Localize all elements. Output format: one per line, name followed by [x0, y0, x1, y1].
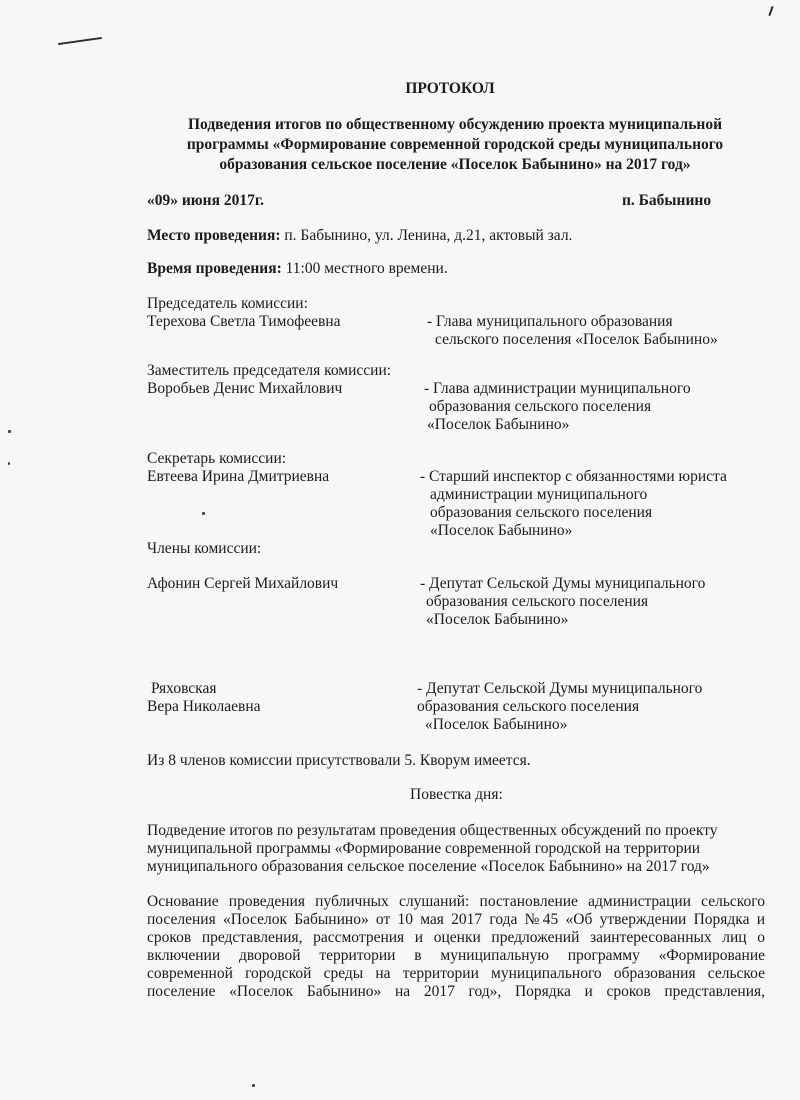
member1-position-line: - Депутат Сельской Думы муниципального	[420, 575, 706, 592]
basis-line: поселения «Поселок Бабынино» от 10 мая 2017 года №45 «Об утверждении Порядка и	[147, 911, 765, 928]
document-title	[0, 80, 800, 98]
member1-position-line: образования сельского поселения	[426, 593, 649, 610]
agenda-line: муниципального образования сельское поселение «Поселок Бабынино» на 2017 год»	[147, 858, 710, 875]
basis-line: поселение «Поселок Бабынино» на 2017 год», Порядка и сроков представления,	[147, 983, 765, 1000]
basis-paragraph	[147, 893, 765, 1001]
agenda-paragraph	[147, 822, 718, 876]
secretary-position-line: администрации муниципального	[430, 486, 648, 503]
member1-name: Афонин Сергей Михайлович	[147, 575, 339, 592]
deputy-position-line: образования сельского поселения	[429, 398, 652, 415]
member2-position	[417, 680, 702, 734]
secretary-position	[420, 468, 727, 540]
basis-line: современной городской среды на территории муниципального образования сельское	[147, 965, 765, 982]
members-label: Члены комиссии:	[147, 540, 262, 557]
member2-position-line: образования сельского поселения	[417, 698, 640, 715]
deputy-position-line: «Поселок Бабынино»	[427, 416, 570, 433]
time-value: 11:00 местного времени.	[281, 260, 448, 277]
document-subtitle	[95, 115, 800, 175]
member2-name-line: Вера Николаевна	[147, 698, 261, 715]
scan-speck	[8, 462, 10, 465]
scan-pen-mark	[58, 37, 102, 45]
chair-role: Председатель комиссии:	[147, 295, 308, 312]
member2-position-line: «Поселок Бабынино»	[425, 716, 568, 733]
chair-name: Терехова Светла Тимофеевна	[147, 313, 341, 330]
secretary-name: Евтеева Ирина Дмитриевна	[147, 468, 330, 485]
document-date: «09» июня 2017г.	[147, 192, 265, 209]
title-text: ПРОТОКОЛ	[405, 80, 495, 97]
chair-position	[427, 313, 718, 349]
scan-pen-mark-small	[768, 6, 773, 16]
venue-line	[147, 227, 572, 245]
scan-speck	[252, 1084, 255, 1087]
deputy-role: Заместитель председателя комиссии:	[147, 362, 392, 379]
subtitle-line: образования сельское поселение «Поселок Бабынино» на 2017 год»	[219, 156, 691, 173]
quorum-statement: Из 8 членов комиссии присутствовали 5. Кворум имеется.	[147, 752, 531, 769]
member1-position-line: «Поселок Бабынино»	[426, 611, 569, 628]
venue-value: п. Бабынино, ул. Ленина, д.21, актовый зал.	[280, 227, 573, 244]
chair-block	[147, 295, 341, 331]
time-label: Время проведения:	[147, 260, 282, 277]
basis-line: сроков представления, рассмотрения и оценки предложений заинтересованных лиц о	[147, 929, 765, 946]
time-line	[147, 260, 448, 278]
deputy-position-line: - Глава администрации муниципального	[424, 380, 691, 397]
venue-label: Место проведения:	[147, 227, 281, 244]
subtitle-line: программы «Формирование современной городской среды муниципального	[186, 136, 724, 153]
chair-position-line: сельского поселения «Поселок Бабынино»	[435, 331, 718, 348]
agenda-line: Подведение итогов по результатам проведения общественных обсуждений по проекту	[147, 822, 718, 839]
scan-speck	[8, 430, 11, 433]
agenda-line: муниципальной программы «Формирование современной городской на территории	[147, 840, 701, 857]
member1-position	[420, 575, 705, 629]
deputy-name: Воробьев Денис Михайлович	[147, 380, 343, 397]
secretary-role: Секретарь комиссии:	[147, 450, 287, 467]
basis-line: Основание проведения публичных слушаний: постановление администрации сельского	[147, 893, 765, 910]
secretary-position-line: образования сельского поселения	[430, 504, 653, 521]
deputy-position	[424, 380, 691, 434]
subtitle-line: Подведения итогов по общественному обсуждению проекта муниципальной	[187, 116, 723, 133]
chair-position-line: - Глава муниципального образования	[427, 313, 673, 330]
document-place: п. Бабынино	[622, 192, 712, 209]
secretary-position-line: «Поселок Бабынино»	[430, 522, 573, 539]
scan-speck	[202, 512, 205, 515]
member2-name-line: Ряховская	[151, 680, 217, 697]
secretary-position-line: - Старший инспектор с обязанностями юриста	[420, 468, 727, 485]
member2-name	[147, 680, 261, 716]
deputy-block	[147, 362, 391, 398]
basis-line: включении дворовой территории в муниципальную программу «Формирование	[147, 947, 765, 964]
agenda-title: Повестка дня:	[410, 786, 503, 803]
member2-position-line: - Депутат Сельской Думы муниципального	[417, 680, 703, 697]
secretary-block	[147, 450, 329, 486]
